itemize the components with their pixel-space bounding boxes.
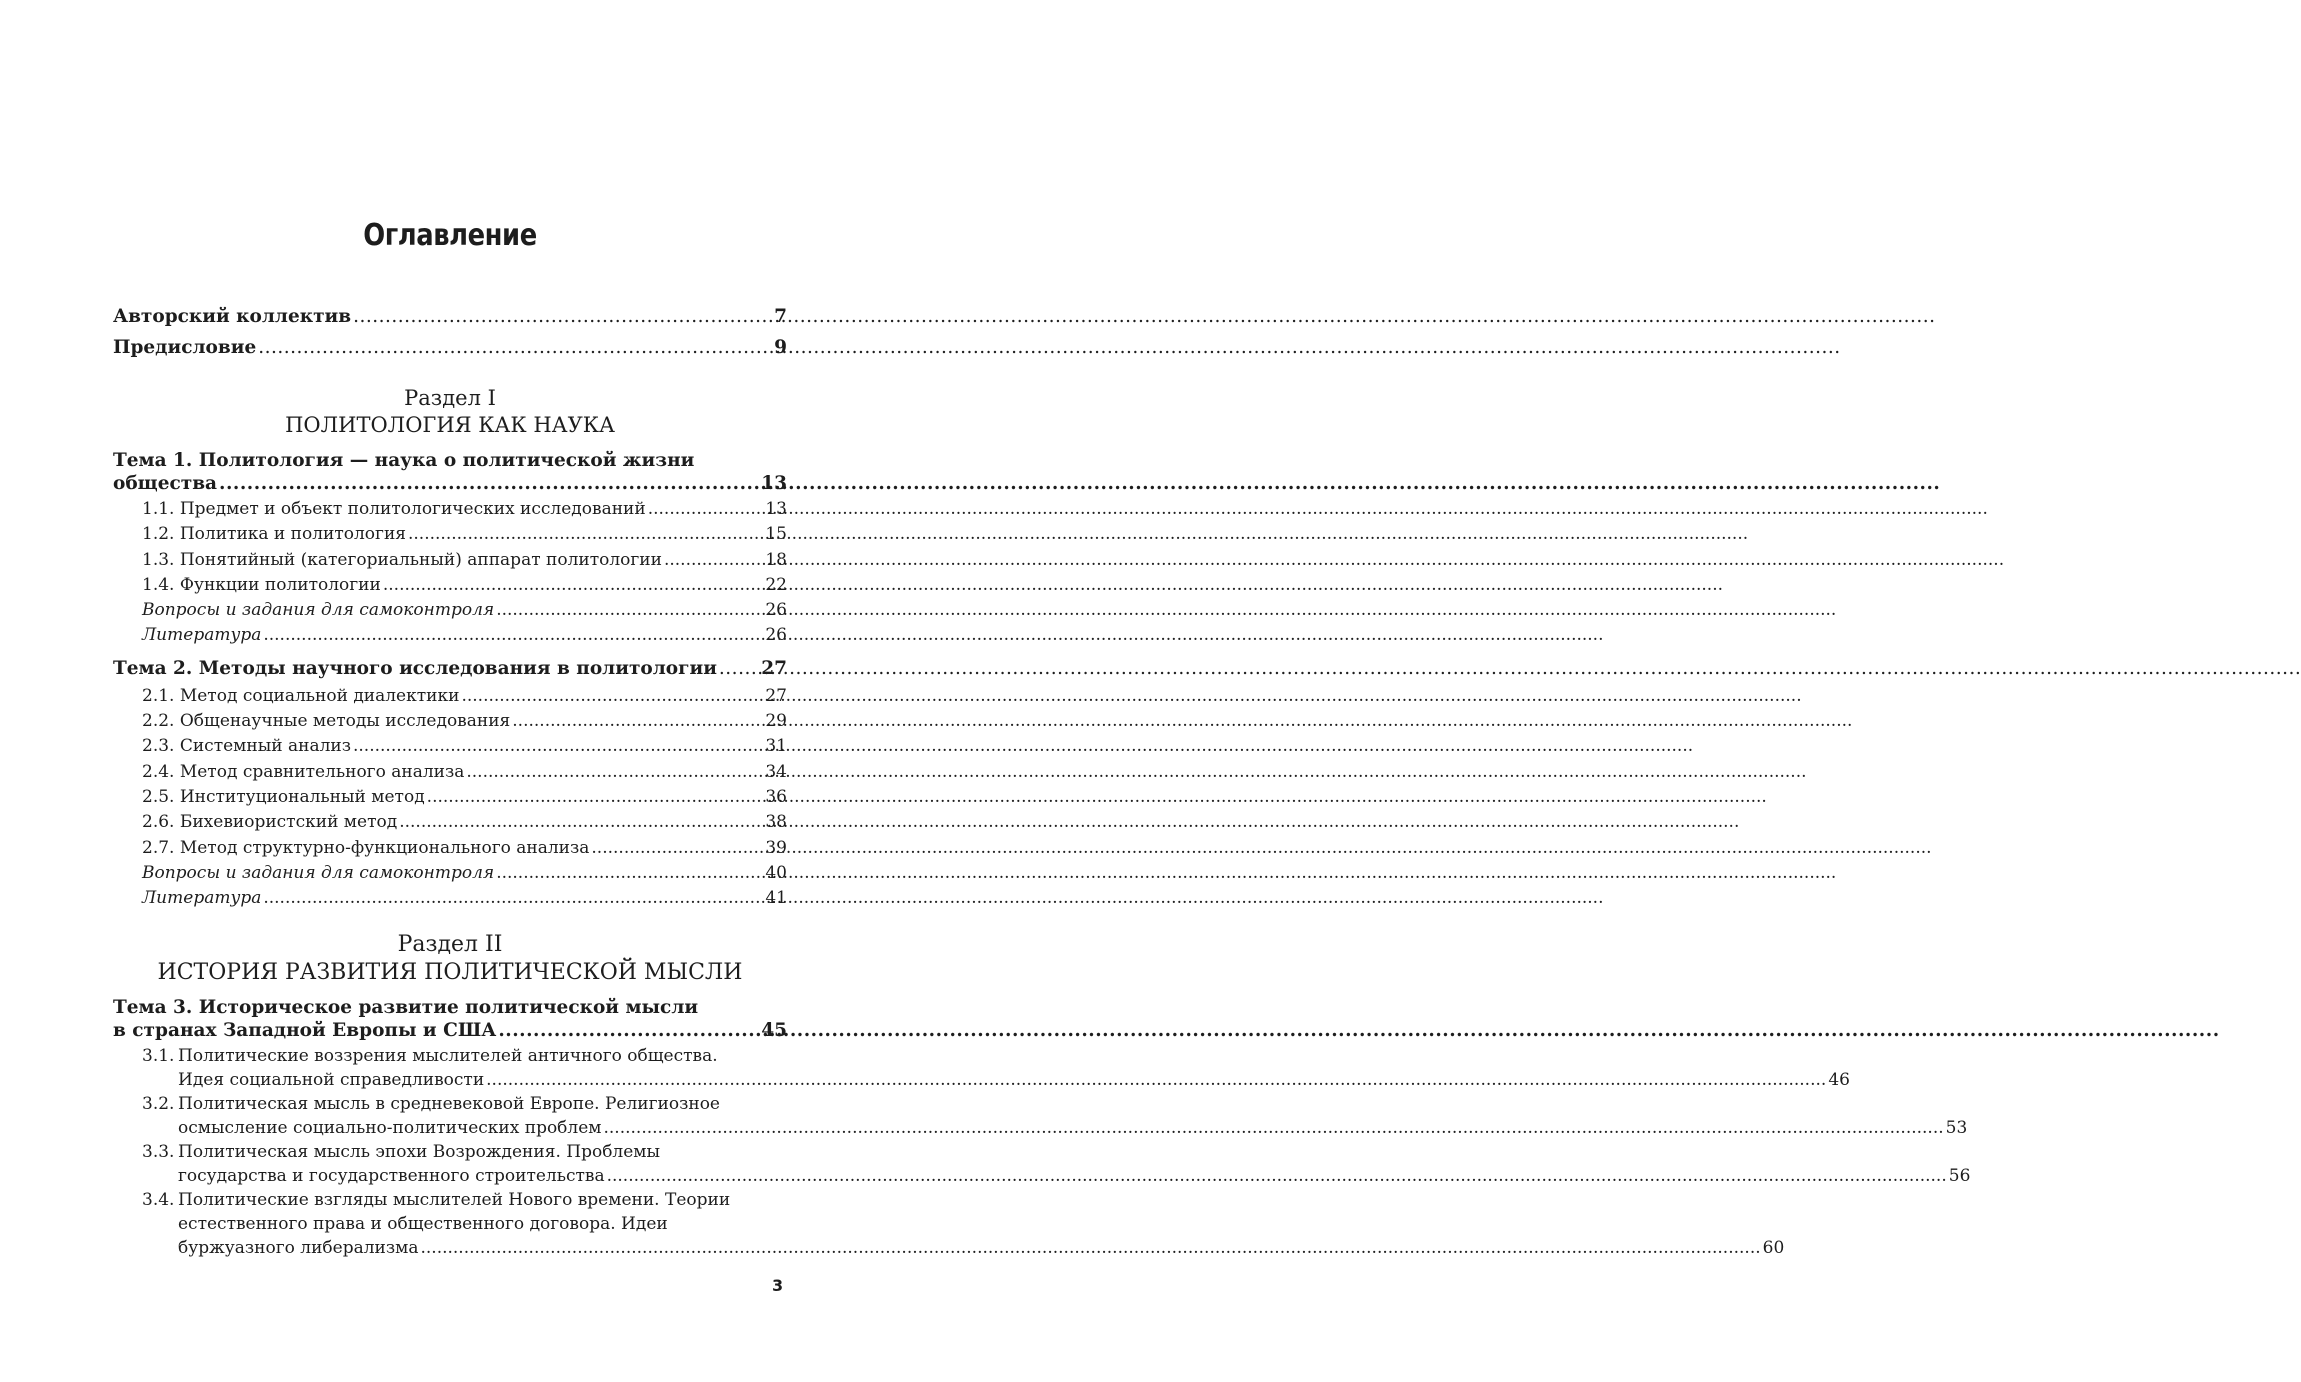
toc-item-1-literature[interactable]: Литература ..... 26 bbox=[113, 623, 787, 648]
toc-topic-2[interactable]: Тема 2. Методы научного исследования в политологии ..... 27 bbox=[113, 653, 787, 684]
page-title: Оглавление bbox=[363, 218, 537, 253]
toc-item-3-3[interactable]: 3.3. Политическая мысль эпохи Возрождения. Проблемы государства и государственного строительства ..... 56 bbox=[113, 1140, 787, 1188]
toc-item-2-literature[interactable]: Литература ..... 41 bbox=[113, 886, 787, 911]
toc-item-1-3[interactable]: 1.3. Понятийный (категориальный) аппарат политологии ..... 18 bbox=[113, 548, 787, 573]
toc-item-2-4[interactable]: 2.4. Метод сравнительного анализа ..... 34 bbox=[113, 760, 787, 785]
toc-item-2-1[interactable]: 2.1. Метод социальной диалектики ..... 27 bbox=[113, 684, 787, 709]
toc-item-1-1[interactable]: 1.1. Предмет и объект политологических исследований ..... 13 bbox=[113, 497, 787, 522]
toc-item-1-2[interactable]: 1.2. Политика и политология ..... 15 bbox=[113, 522, 787, 547]
toc-topic-3[interactable]: Тема 3. Историческое развитие политической мысли в странах Западной Европы и США ..... 45 bbox=[113, 996, 787, 1042]
toc-item-2-5[interactable]: 2.5. Институциональный метод ..... 36 bbox=[113, 785, 787, 810]
toc-item-2-questions[interactable]: Вопросы и задания для самоконтроля ..... 40 bbox=[113, 861, 787, 886]
section-1-label: Раздел I bbox=[404, 386, 496, 410]
toc-item-3-2[interactable]: 3.2. Политическая мысль в средневековой Европе. Религиозное осмысление социально-политических проблем ..... 53 bbox=[113, 1092, 787, 1140]
section-2-name: ИСТОРИЯ РАЗВИТИЯ ПОЛИТИЧЕСКОЙ МЫСЛИ bbox=[157, 960, 743, 986]
section-2-heading bbox=[113, 931, 787, 987]
section-1-heading bbox=[113, 385, 787, 439]
page-number: 3 bbox=[772, 1276, 784, 1295]
toc-entry-authors[interactable]: Авторский коллектив ..... 7 bbox=[113, 301, 787, 332]
table-of-contents bbox=[113, 301, 1971, 1260]
toc-item-3-1[interactable]: 3.1. Политические воззрения мыслителей античного общества. Идея социальной справедливости ..... 46 bbox=[113, 1044, 787, 1092]
section-2-label: Раздел II bbox=[397, 932, 503, 958]
toc-item-2-6[interactable]: 2.6. Бихевиористский метод ..... 38 bbox=[113, 810, 787, 835]
toc-topic-1[interactable]: Тема 1. Политология — наука о политической жизни общества ..... 13 bbox=[113, 449, 787, 495]
toc-item-1-questions[interactable]: Вопросы и задания для самоконтроля ..... 26 bbox=[113, 598, 787, 623]
toc-entry-preface[interactable]: Предисловие ..... 9 bbox=[113, 332, 787, 363]
toc-item-2-2[interactable]: 2.2. Общенаучные методы исследования ..... 29 bbox=[113, 709, 787, 734]
toc-item-2-7[interactable]: 2.7. Метод структурно-функционального анализа ..... 39 bbox=[113, 836, 787, 861]
toc-item-3-4[interactable]: 3.4. Политические взгляды мыслителей Нового времени. Теории естественного права и общественного договора. Идеи буржуазного либерализма ..... 60 bbox=[113, 1188, 787, 1260]
toc-item-2-3[interactable]: 2.3. Системный анализ ..... 31 bbox=[113, 734, 787, 759]
toc-item-1-4[interactable]: 1.4. Функции политологии ..... 22 bbox=[113, 573, 787, 598]
section-1-name: ПОЛИТОЛОГИЯ КАК НАУКА bbox=[285, 413, 615, 437]
